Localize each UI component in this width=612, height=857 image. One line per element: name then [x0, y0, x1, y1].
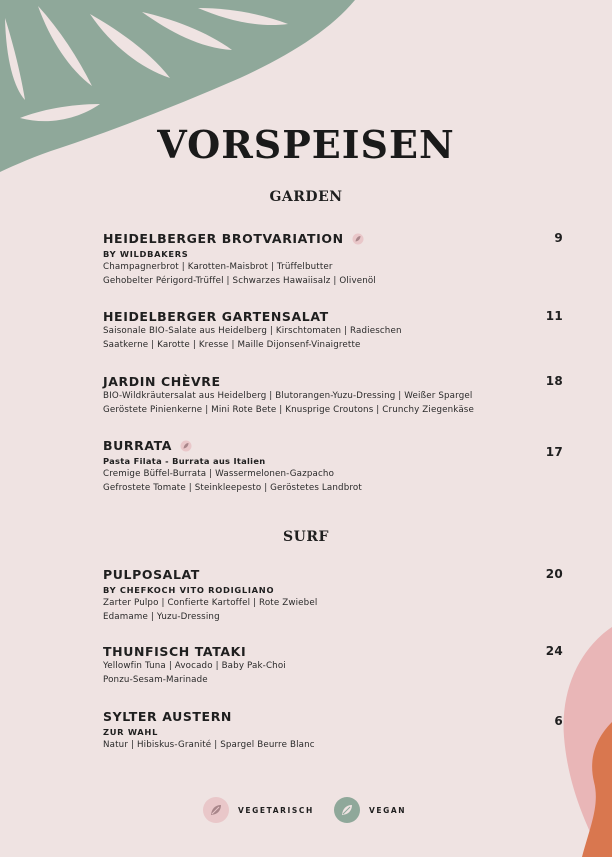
menu-item: [103, 374, 563, 417]
item-price: 17: [545, 445, 563, 459]
menu-item: [103, 644, 563, 687]
item-description-line: Saatkerne | Karotte | Kresse | Maille Dijonsenf-Vinaigrette: [103, 339, 361, 350]
item-description-line: Gefrostete Tomate | Steinkleepesto | Geröstetes Landbrot: [103, 482, 362, 493]
item-name-row: [103, 644, 563, 660]
section-title-surf: SURF: [283, 529, 329, 545]
section-title-garden: GARDEN: [269, 189, 343, 205]
item-subtitle: ZUR WAHL: [103, 727, 159, 737]
menu-item: [103, 709, 563, 753]
item-description-line: Natur | Hibiskus-Granité | Spargel Beurre Blanc: [103, 740, 315, 750]
item-description-line: Cremige Büffel-Burrata | Wassermelonen-Gazpacho: [103, 469, 335, 479]
menu-item: [103, 567, 563, 624]
item-subtitle: Pasta Filata - Burrata aus Italien: [103, 456, 266, 466]
item-name: BURRATA: [103, 438, 173, 453]
item-subtitle: BY WILDBAKERS: [103, 249, 189, 259]
legend-label-vegetarian: VEGETARISCH: [238, 805, 314, 815]
vegetarian-icon: [203, 797, 229, 823]
page-title: VORSPEISEN: [157, 122, 455, 167]
item-name-row: [103, 231, 563, 247]
item-description-line: Yellowfin Tuna | Avocado | Baby Pak-Choi: [103, 661, 286, 671]
item-name-row: [103, 438, 563, 454]
vegan-icon: [334, 797, 360, 823]
item-price: 20: [545, 567, 563, 581]
item-price: 9: [554, 231, 563, 245]
item-description-line: Ponzu-Sesam-Marinade: [103, 674, 208, 685]
legend-vegetarian: [203, 797, 314, 823]
item-price: 11: [545, 309, 563, 323]
item-name: HEIDELBERGER BROTVARIATION: [103, 231, 344, 246]
item-price: 18: [545, 374, 563, 388]
item-name: PULPOSALAT: [103, 567, 200, 582]
item-description-line: Saisonale BIO-Salate aus Heidelberg | Kirschtomaten | Radieschen: [103, 326, 402, 336]
item-name: HEIDELBERGER GARTENSALAT: [103, 309, 329, 324]
item-name-row: [103, 567, 563, 583]
item-name: JARDIN CHÈVRE: [103, 374, 221, 389]
item-name-row: [103, 374, 563, 390]
item-name-row: [103, 709, 563, 725]
menu-item: [103, 231, 563, 288]
item-price: 6: [554, 714, 563, 728]
legend-label-vegan: VEGAN: [369, 805, 407, 815]
item-description-line: Geröstete Pinienkerne | Mini Rote Bete | Knusprige Croutons | Crunchy Ziegenkäse: [103, 404, 474, 415]
item-description-line: BIO-Wildkräutersalat aus Heidelberg | Blutorangen-Yuzu-Dressing | Weißer Spargel: [103, 391, 473, 401]
vegetarian-icon: [180, 440, 192, 452]
item-subtitle: BY CHEFKOCH VITO RODIGLIANO: [103, 585, 275, 595]
item-description-line: Gehobelter Périgord-Trüffel | Schwarzes Hawaiisalz | Olivenöl: [103, 275, 376, 286]
item-description-line: Champagnerbrot | Karotten-Maisbrot | Trüffelbutter: [103, 262, 333, 272]
diet-legend: [0, 797, 612, 825]
legend-vegan: [334, 797, 406, 823]
item-name-row: [103, 309, 563, 325]
item-name: THUNFISCH TATAKI: [103, 644, 247, 659]
item-name: SYLTER AUSTERN: [103, 709, 232, 724]
item-description-line: Edamame | Yuzu-Dressing: [103, 611, 220, 622]
item-price: 24: [545, 644, 563, 658]
menu-item: [103, 438, 563, 495]
vegetarian-icon: [352, 233, 364, 245]
menu-item: [103, 309, 563, 352]
item-description-line: Zarter Pulpo | Confierte Kartoffel | Rote Zwiebel: [103, 598, 318, 608]
